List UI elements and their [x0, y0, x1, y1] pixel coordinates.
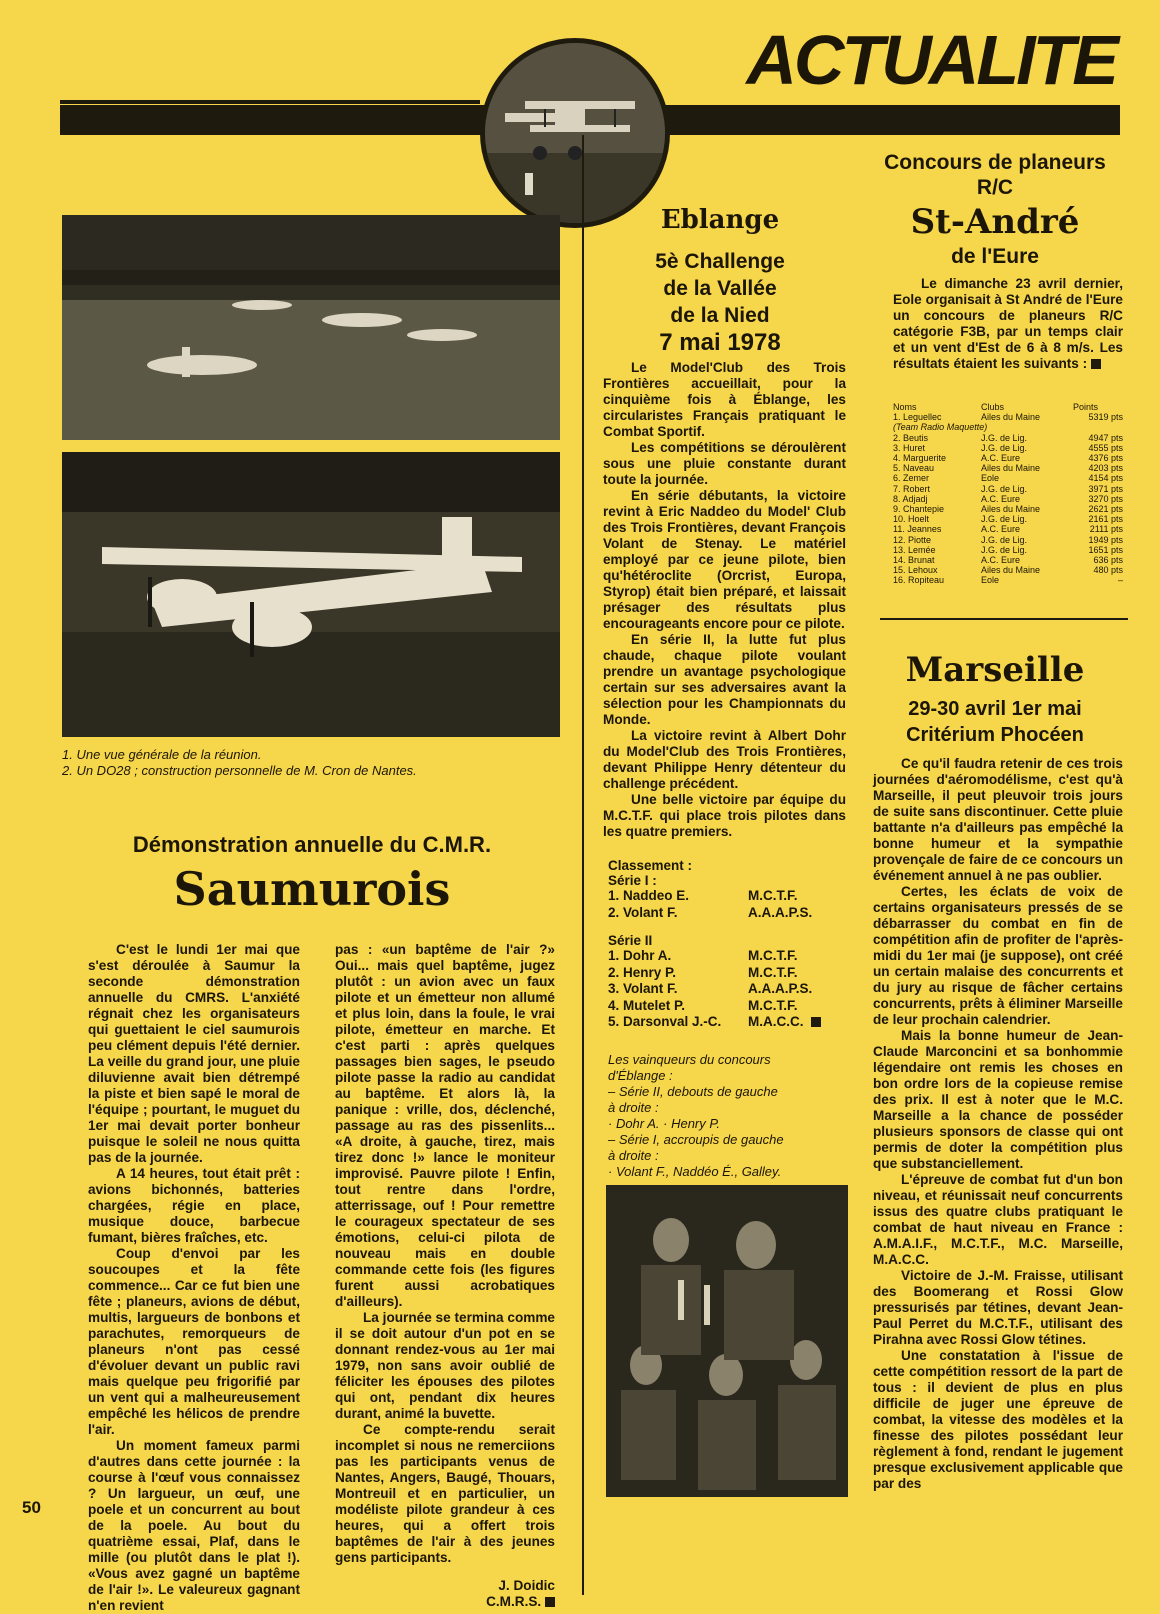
- result-name: 11. Jeannes: [893, 524, 942, 535]
- table-row: [608, 965, 821, 982]
- saumur-column-1: [88, 942, 300, 1614]
- table-row: [893, 443, 1123, 453]
- result-pts: 2111 pts: [1089, 524, 1123, 535]
- eblange-classement: [608, 858, 848, 1031]
- pilot-club: M.C.T.F.: [748, 964, 798, 980]
- saumur-kicker: Démonstration annuelle du C.M.R.: [132, 832, 492, 857]
- result-pts: 3270 pts: [1088, 493, 1123, 504]
- section-title: ACTUALITE: [746, 21, 1116, 99]
- marseille-date: 29-30 avril 1er mai: [908, 698, 1082, 720]
- result-club: J.G. de Lig.: [981, 534, 1028, 545]
- eblange-subtitle-line: de la Nied: [670, 304, 770, 327]
- end-mark-icon: [811, 1017, 821, 1027]
- result-club: Ailes du Maine: [981, 463, 1041, 474]
- table-row: [893, 463, 1123, 473]
- result-pts: 2621 pts: [1088, 504, 1123, 515]
- marseille-paragraph: L'épreuve de combat fut d'un bon niveau, et réunissait neuf concurrents issus des quatre clubs pratiquant le combat de haut niveau en France : A.M.A.I.F., M.C.T.F., M.C. Marseille, M.A.C.C.: [873, 1172, 1123, 1267]
- pilot-club: A.A.A.P.S.: [748, 904, 813, 920]
- result-club: A.C. Eure: [981, 555, 1021, 566]
- result-name: 12. Piotte: [893, 534, 932, 545]
- result-name: 14. Brunat: [893, 555, 935, 566]
- table-row: [893, 504, 1123, 514]
- biplane-photo: [480, 38, 670, 228]
- column-header: Clubs: [981, 402, 1005, 412]
- result-name: 15. Lehoux: [893, 565, 938, 576]
- caption-line: · Volant F., Naddéo É., Galley.: [608, 1164, 782, 1179]
- marseille-paragraph: Victoire de J.-M. Fraisse, utilisant des Boomerang et Rossi Glow pressurisés par tétines, devant Jean-Paul Perret du M.C.T.F., utilisant des Pirahna avec Rossi Glow tétines.: [873, 1268, 1123, 1347]
- team-note: (Team Radio Maquette): [893, 422, 988, 433]
- table-row: [608, 981, 821, 998]
- marseille-paragraph: Mais la bonne humeur de Jean-Claude Marconcini et sa bonhommie légendaire ont remis les choses en bon ordre lors de la copieuse remise des prix. Il est à noter que le M.C. Marseille a la chance de posséder plusieurs sponsors de classe qui ont permis de doter la compétition plus que substanciellement.: [873, 1028, 1123, 1171]
- result-name: 8. Adjadj: [893, 493, 928, 504]
- result-club: A.C. Eure: [981, 453, 1021, 464]
- standre-results: [893, 402, 1123, 586]
- marseille-event: Critérium Phocéen: [906, 724, 1084, 746]
- serie2-table: [608, 948, 821, 1031]
- eblange-paragraph: En série débutants, la victoire revint à Eric Naddeo du Model' Club des Trois Frontières, devant François Volant de Stenay. Le matériel employé par ce jeune pilote, bien qu'hétéroclite (Orcrist, Europa, Styrop) était bien préparé, et laissait présager des résultats plus encourageants encore pour ce pilote.: [603, 488, 846, 631]
- result-club: J.G. de Lig.: [981, 544, 1028, 555]
- table-row: [608, 905, 812, 922]
- result-pts: 480 pts: [1093, 565, 1123, 576]
- eblange-subtitle: [590, 248, 850, 356]
- eblange-date: 7 mai 1978: [659, 329, 781, 356]
- winners-caption: [608, 1052, 848, 1180]
- result-pts: 2161 pts: [1088, 514, 1123, 525]
- pilot-name: 2. Henry P.: [608, 964, 677, 980]
- column-header: Noms: [893, 402, 917, 412]
- marseille-title: Marseille: [905, 650, 1085, 690]
- saumur-paragraph: pas : «un baptême de l'air ?» Oui... mais quel baptême, jugez plutôt : un avion avec un faux pilote et un émetteur non allumé et plus loin, dans la foule, le vrai pilote, émetteur en marche. Et c'est parti : après quelques passages bien sages, le pseudo pilote passe la radio au candidat au baptême. Et alors là, la panique : vrille, dos, déclenché, passage au ras des pissenlits... «A droite, à gauche, tirez, mais tirez donc !» lance le moniteur improvisé. Pauvre pilote ! Enfin, tout rentre dans l'ordre, atterrissage, ouf ! Pour remettre le courageux spectateur de ses émotions, celui-ci pilota de nouveau mais en double commande cette fois (les figures furent aussi acrobatiques d'ailleurs).: [335, 942, 555, 1309]
- result-club: Eole: [981, 473, 1000, 484]
- table-row: [893, 545, 1123, 555]
- result-name: 9. Chantepie: [893, 504, 945, 515]
- eblange-title: Eblange: [660, 205, 780, 235]
- result-name: 10. Hoelt: [893, 514, 930, 525]
- marseille-paragraph: Certes, les éclats de voix de certains organisateurs pressés de se débarrasser du combat en fin de compétition afin de profiter de l'après-midi du 1er mai (je suppose), ont créé un certain malaise des concurrents et du jury au risque de fâcher certains concurrents, prêts à éliminer Marseille de leur prochain calendrier.: [873, 884, 1123, 1027]
- standre-title: St-André: [910, 202, 1080, 242]
- result-club: J.G. de Lig.: [981, 483, 1028, 494]
- standre-kicker: [860, 150, 1130, 200]
- saumur-paragraph: A 14 heures, tout était prêt : avions bichonnés, batteries chargées, régie en place, musique douce, barbecue fumant, bières fraîches, etc.: [88, 1166, 300, 1245]
- table-row: [893, 524, 1123, 534]
- saumur-column-2: [335, 942, 555, 1610]
- table-row: [608, 1014, 821, 1031]
- pilot-name: 4. Mutelet P.: [608, 997, 686, 1013]
- pilot-club: M.C.T.F.: [748, 997, 798, 1013]
- do28-photo: [62, 452, 560, 737]
- caption-line: – Série I, accroupis de gauche: [608, 1132, 784, 1147]
- table-row: [608, 888, 812, 905]
- table-row: [893, 473, 1123, 483]
- marseille-text: [873, 756, 1123, 1492]
- result-name: 5. Naveau: [893, 463, 935, 474]
- caption-line: – Série II, debouts de gauche: [608, 1084, 778, 1099]
- pilot-name: 2. Volant F.: [608, 904, 678, 920]
- eblange-paragraph: Le Model'Club des Trois Frontières accueillait, pour la cinquième fois à Éblange, les circularistes Français pratiquant le Combat Sportif.: [603, 360, 846, 439]
- pilot-club: A.A.A.P.S.: [748, 981, 813, 996]
- marseille-paragraph: Une constatation à l'issue de cette compétition ressort de la part de tous : il devient de plus en plus difficile de juger une épreuve de combat, la vitesse des modèles et la finesse des pilotes possédant leur règlement à fond, rendant le jugement presque exclusivement applicable que par des: [873, 1348, 1123, 1491]
- table-row: [893, 555, 1123, 565]
- table-row: [608, 948, 821, 965]
- pilot-name: 1. Dohr A.: [608, 948, 672, 963]
- result-pts: 4203 pts: [1088, 463, 1123, 474]
- result-name: 13. Lemée: [893, 544, 936, 555]
- result-name: 2. Beutis: [893, 432, 929, 443]
- result-pts: 4376 pts: [1088, 453, 1123, 464]
- caption-line: · Dohr A. · Henry P.: [608, 1116, 720, 1131]
- column-divider: [582, 135, 584, 1595]
- serie1-title: Série I :: [608, 873, 657, 888]
- result-pts: 636 pts: [1093, 555, 1123, 566]
- saumur-paragraph: Un moment fameux parmi d'autres dans cette journée : la course à l'œuf vous connaissez ? Un largueur, un œuf, une poele et un concurrent au bout de la poele. Au bout du quatrième essai, Plaf, dans le mille (ou plutôt dans le plat !). «Vous avez gagné un baptême de l'air !». Le valeureux gagnant n'en revient: [88, 1438, 300, 1613]
- result-name: 3. Huret: [893, 442, 926, 453]
- standre-subtitle: de l'Eure: [951, 245, 1039, 268]
- saumur-signature: [335, 1578, 555, 1610]
- eblange-subtitle-line: 5è Challenge: [655, 250, 785, 273]
- table-header: [893, 402, 1123, 412]
- result-club: J.G. de Lig.: [981, 432, 1028, 443]
- saumur-paragraph: Ce compte-rendu serait incomplet si nous ne remerciions pas les participants venus de Nantes, Angers, Baugé, Thouars, Montreuil et en particulier, un modéliste pilote grandeur à ces heures, qui a offert trois baptêmes de l'air à des jeunes gens participants.: [335, 1422, 555, 1565]
- standre-text: [893, 276, 1123, 372]
- table-row: [893, 412, 1123, 422]
- result-name: 1. Leguellec: [893, 412, 942, 423]
- caption-line: d'Éblange :: [608, 1068, 673, 1083]
- caption-line-2: 2. Un DO28 ; construction personnelle de M. Cron de Nantes.: [62, 763, 417, 778]
- result-club: Ailes du Maine: [981, 504, 1041, 515]
- pilot-name: 1. Naddeo E.: [608, 888, 690, 903]
- result-club: Ailes du Maine: [981, 565, 1041, 576]
- eblange-paragraph: Les compétitions se déroulèrent sous une pluie constante durant toute la journée.: [603, 440, 846, 487]
- result-pts: 4555 pts: [1088, 442, 1123, 453]
- standre-kicker-line: R/C: [976, 176, 1014, 199]
- result-club: J.G. de Lig.: [981, 442, 1028, 453]
- pilot-club: M.A.C.C.: [748, 1014, 804, 1029]
- table-row: [893, 433, 1123, 443]
- result-pts: 1651 pts: [1088, 544, 1123, 555]
- page-number: 50: [22, 1498, 41, 1517]
- serie1-table: [608, 888, 812, 921]
- standre-paragraph-text: Le dimanche 23 avril dernier, Eole organisait à St André de l'Eure un concours de planeurs R/C catégorie F3B, par un temps clair et un vent d'Est de 6 à 8 m/s. Les résultats étaient les suivants :: [893, 276, 1123, 371]
- table-row: [893, 575, 1123, 585]
- caption-line-1: 1. Une vue générale de la réunion.: [62, 747, 262, 762]
- result-club: Ailes du Maine: [981, 412, 1041, 423]
- eblange-paragraph: Une belle victoire par équipe du M.C.T.F. qui place trois pilotes dans les quatre premiers.: [603, 792, 846, 839]
- result-pts: –: [1117, 575, 1123, 586]
- table-row: [893, 484, 1123, 494]
- saumur-paragraph: C'est le lundi 1er mai que s'est déroulée à Saumur la seconde démonstration annuelle du CMRS. L'anxiété régnait chez les organisateurs qui guettaient le ciel saumurois peu clément depuis l'été dernier. La veille du grand jour, une pluie diluvienne avait bien détrempé la piste et bien sapé le moral de l'équipe ; pourtant, le muguet du 1er mai devait porter bonheur puisque le soleil ne nous quitta pas de la journée.: [88, 942, 300, 1165]
- result-name: 7. Robert: [893, 483, 931, 494]
- header-rule-thin: [60, 100, 480, 104]
- serie2-title: Série II: [608, 933, 653, 948]
- marseille-subtitle: [860, 696, 1130, 748]
- caption-line: à droite :: [608, 1100, 659, 1115]
- result-name: 4. Marguerite: [893, 453, 947, 464]
- pilot-name: 3. Volant F.: [608, 981, 678, 996]
- table-row: [893, 565, 1123, 575]
- table-row: [893, 535, 1123, 545]
- winners-photo: [606, 1185, 848, 1497]
- result-pts: 4154 pts: [1088, 473, 1123, 484]
- caption-line: à droite :: [608, 1148, 659, 1163]
- result-club: Eole: [981, 575, 1000, 586]
- saumur-paragraph: La journée se termina comme il se doit autour d'un pot en se donnant rendez-vous au 1er mai 1979, non sans avoir oublié de féliciter les épouses des pilotes qui ont, pendant dix heures durant, animé la buvette.: [335, 1310, 555, 1421]
- results-table: [893, 402, 1123, 586]
- signature-name: J. Doidic: [498, 1578, 555, 1593]
- table-row: [893, 494, 1123, 504]
- eblange-paragraph: La victoire revint à Albert Dohr du Model'Club des Trois Frontières, devant Philippe Henry détenteur du challenge précédent.: [603, 728, 846, 791]
- result-club: A.C. Eure: [981, 524, 1021, 535]
- result-pts: 1949 pts: [1088, 534, 1123, 545]
- table-note-row: [893, 422, 1123, 432]
- result-pts: 4947 pts: [1088, 432, 1123, 443]
- eblange-paragraph: En série II, la lutte fut plus chaude, chaque pilote voulant prendre un avantage psychologique certain sur ses adversaires avant la sélection pour les Championnats du Monde.: [603, 632, 846, 727]
- eblange-subtitle-line: de la Vallée: [663, 277, 777, 300]
- result-pts: 3971 pts: [1088, 483, 1123, 494]
- table-row: [608, 998, 821, 1015]
- section-divider: [880, 618, 1128, 620]
- standre-paragraph: [893, 276, 1123, 372]
- column-header: Points: [1073, 402, 1099, 412]
- meeting-photo: [62, 215, 560, 440]
- classement-title: Classement :: [608, 858, 693, 873]
- result-pts: 5319 pts: [1088, 412, 1123, 423]
- saumur-title: Saumurois: [173, 862, 451, 916]
- pilot-club: M.C.T.F.: [748, 948, 798, 963]
- saumur-paragraph: Coup d'envoi par les soucoupes et la fête commence... Car ce fut bien une fête ; planeurs, avions de début, multis, largueurs de bonbons et parachutes, remorqueurs de planeurs n'ont pas cessé d'évoluer devant un public ravi mais quelque peu frigorifié par un vent qui a malheureusement empêché les hélicos de prendre l'air.: [88, 1246, 300, 1437]
- result-club: J.G. de Lig.: [981, 514, 1028, 525]
- marseille-paragraph: Ce qu'il faudra retenir de ces trois journées d'aéromodélisme, c'est qu'à Marseille, il peut pleuvoir trois jours de suite sans discontinuer. Cette pluie battante n'a d'ailleurs pas empêché la bonne humeur et la sympathie provençale de faire de ce concours un événement annuel à ne pas oublier.: [873, 756, 1123, 883]
- result-name: 6. Zemer: [893, 473, 930, 484]
- signature-club: C.M.R.S.: [486, 1594, 542, 1609]
- caption-line: Les vainqueurs du concours: [608, 1052, 771, 1067]
- result-club: A.C. Eure: [981, 493, 1021, 504]
- pilot-club: M.C.T.F.: [748, 888, 798, 903]
- eblange-text: [603, 360, 846, 840]
- result-name: 16. Ropiteau: [893, 575, 945, 586]
- table-row: [893, 453, 1123, 463]
- end-mark-icon: [1091, 359, 1101, 369]
- standre-kicker-line: Concours de planeurs: [884, 151, 1106, 174]
- table-row: [893, 514, 1123, 524]
- pilot-name: 5. Darsonval J.-C.: [608, 1014, 722, 1029]
